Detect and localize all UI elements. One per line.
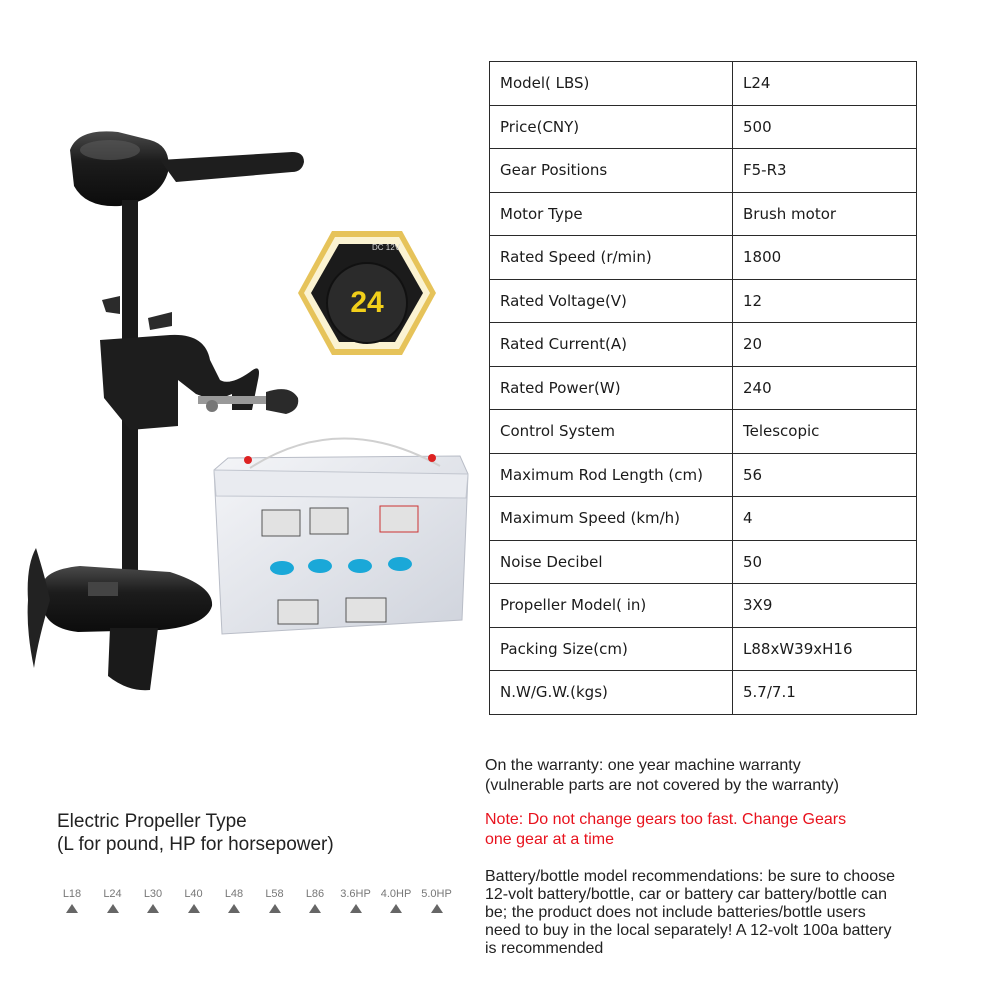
spec-row (490, 323, 917, 367)
warranty-line: On the warranty: one year machine warranty (485, 757, 801, 774)
warranty-note (485, 756, 925, 796)
spec-value: 5.7/7.1 (733, 671, 917, 715)
spec-row (490, 192, 917, 236)
triangle-marker-icon (107, 904, 119, 913)
spec-row (490, 366, 917, 410)
propeller-type-heading: Electric Propeller Type (57, 811, 247, 832)
spec-value: 500 (733, 105, 917, 149)
caution-line: Note: Do not change gears too fast. Change Gears (485, 811, 847, 828)
spec-row (490, 410, 917, 454)
spec-row (490, 62, 917, 106)
propeller-model-label: L30 (143, 888, 163, 900)
spec-label: Propeller Model( in) (490, 584, 733, 628)
propeller-model-item (52, 888, 92, 913)
propeller-model-item (214, 888, 254, 913)
spec-value: 240 (733, 366, 917, 410)
triangle-marker-icon (350, 904, 362, 913)
battery-line: Battery/bottle model recommendations: be sure to choose (485, 868, 895, 885)
spec-label: Gear Positions (490, 149, 733, 193)
triangle-marker-icon (309, 904, 321, 913)
caution-line: one gear at a time (485, 831, 614, 848)
propeller-model-label: L58 (265, 888, 284, 900)
spec-value: Brush motor (733, 192, 917, 236)
spec-label: Rated Voltage(V) (490, 279, 733, 323)
spec-row (490, 105, 917, 149)
model-badge (296, 228, 438, 358)
battery-recommendation (485, 868, 947, 958)
spec-value: 50 (733, 540, 917, 584)
battery-line: 12-volt battery/bottle, car or battery car battery/bottle can (485, 886, 887, 903)
spec-value: 12 (733, 279, 917, 323)
propeller-model-item (336, 888, 376, 913)
spec-value: L24 (733, 62, 917, 106)
spec-label: Maximum Speed (km/h) (490, 497, 733, 541)
propeller-model-label: L48 (224, 888, 244, 900)
propeller-model-label: 4.0HP (380, 888, 412, 900)
triangle-marker-icon (431, 904, 443, 913)
spec-value: 1800 (733, 236, 917, 280)
spec-label: Price(CNY) (490, 105, 733, 149)
spec-row (490, 453, 917, 497)
propeller-model-item (93, 888, 133, 913)
propeller-model-item (417, 888, 457, 913)
badge-voltage-label: DC 12V (372, 243, 401, 252)
spec-label: Noise Decibel (490, 540, 733, 584)
warranty-line: (vulnerable parts are not covered by the warranty) (485, 777, 839, 794)
triangle-marker-icon (390, 904, 402, 913)
spec-row (490, 671, 917, 715)
spec-row (490, 149, 917, 193)
battery-line: be; the product does not include batteries/bottle users (485, 904, 866, 921)
spec-table (489, 61, 917, 715)
spec-value: Telescopic (733, 410, 917, 454)
spec-table-body (490, 62, 917, 715)
spec-row (490, 540, 917, 584)
battery-line: need to buy in the local separately! A 12-volt 100a battery (485, 922, 892, 939)
spec-label: Rated Current(A) (490, 323, 733, 367)
spec-value: 4 (733, 497, 917, 541)
propeller-model-label: L24 (103, 888, 122, 900)
propeller-type-subheading: (L for pound, HP for horsepower) (57, 834, 334, 855)
spec-row (490, 584, 917, 628)
spec-value: 20 (733, 323, 917, 367)
propeller-model-item (133, 888, 173, 913)
triangle-marker-icon (228, 904, 240, 913)
propeller-model-scale (52, 888, 462, 928)
propeller-model-item (295, 888, 335, 913)
spec-label: N.W/G.W.(kgs) (490, 671, 733, 715)
spec-row (490, 279, 917, 323)
triangle-marker-icon (147, 904, 159, 913)
gear-change-caution (485, 810, 925, 850)
triangle-marker-icon (188, 904, 200, 913)
triangle-marker-icon (269, 904, 281, 913)
spec-label: Motor Type (490, 192, 733, 236)
spec-row (490, 627, 917, 671)
spec-label: Rated Power(W) (490, 366, 733, 410)
propeller-model-label: 5.0HP (421, 888, 452, 900)
spec-label: Rated Speed (r/min) (490, 236, 733, 280)
lower-motor (28, 548, 212, 690)
battery-line: is recommended (485, 940, 604, 957)
propeller-model-label: L18 (62, 888, 82, 900)
propeller-model-item (376, 888, 416, 913)
spec-value: L88xW39xH16 (733, 627, 917, 671)
badge-value: 24 (350, 286, 384, 319)
spec-value: F5-R3 (733, 149, 917, 193)
battery-box (214, 438, 468, 634)
propeller-model-label: L86 (305, 888, 325, 900)
spec-value: 56 (733, 453, 917, 497)
triangle-marker-icon (66, 904, 78, 913)
spec-value: 3X9 (733, 584, 917, 628)
propeller-type-title (57, 810, 334, 856)
propeller-model-label: 3.6HP (340, 888, 371, 900)
spec-label: Packing Size(cm) (490, 627, 733, 671)
spec-label: Model( LBS) (490, 62, 733, 106)
motor-head (70, 131, 304, 206)
spec-label: Control System (490, 410, 733, 454)
spec-row (490, 236, 917, 280)
propeller-model-item (174, 888, 214, 913)
product-illustration (0, 0, 480, 720)
propeller-model-item (255, 888, 295, 913)
propeller-model-label: L40 (184, 888, 203, 900)
spec-row (490, 497, 917, 541)
spec-label: Maximum Rod Length (cm) (490, 453, 733, 497)
